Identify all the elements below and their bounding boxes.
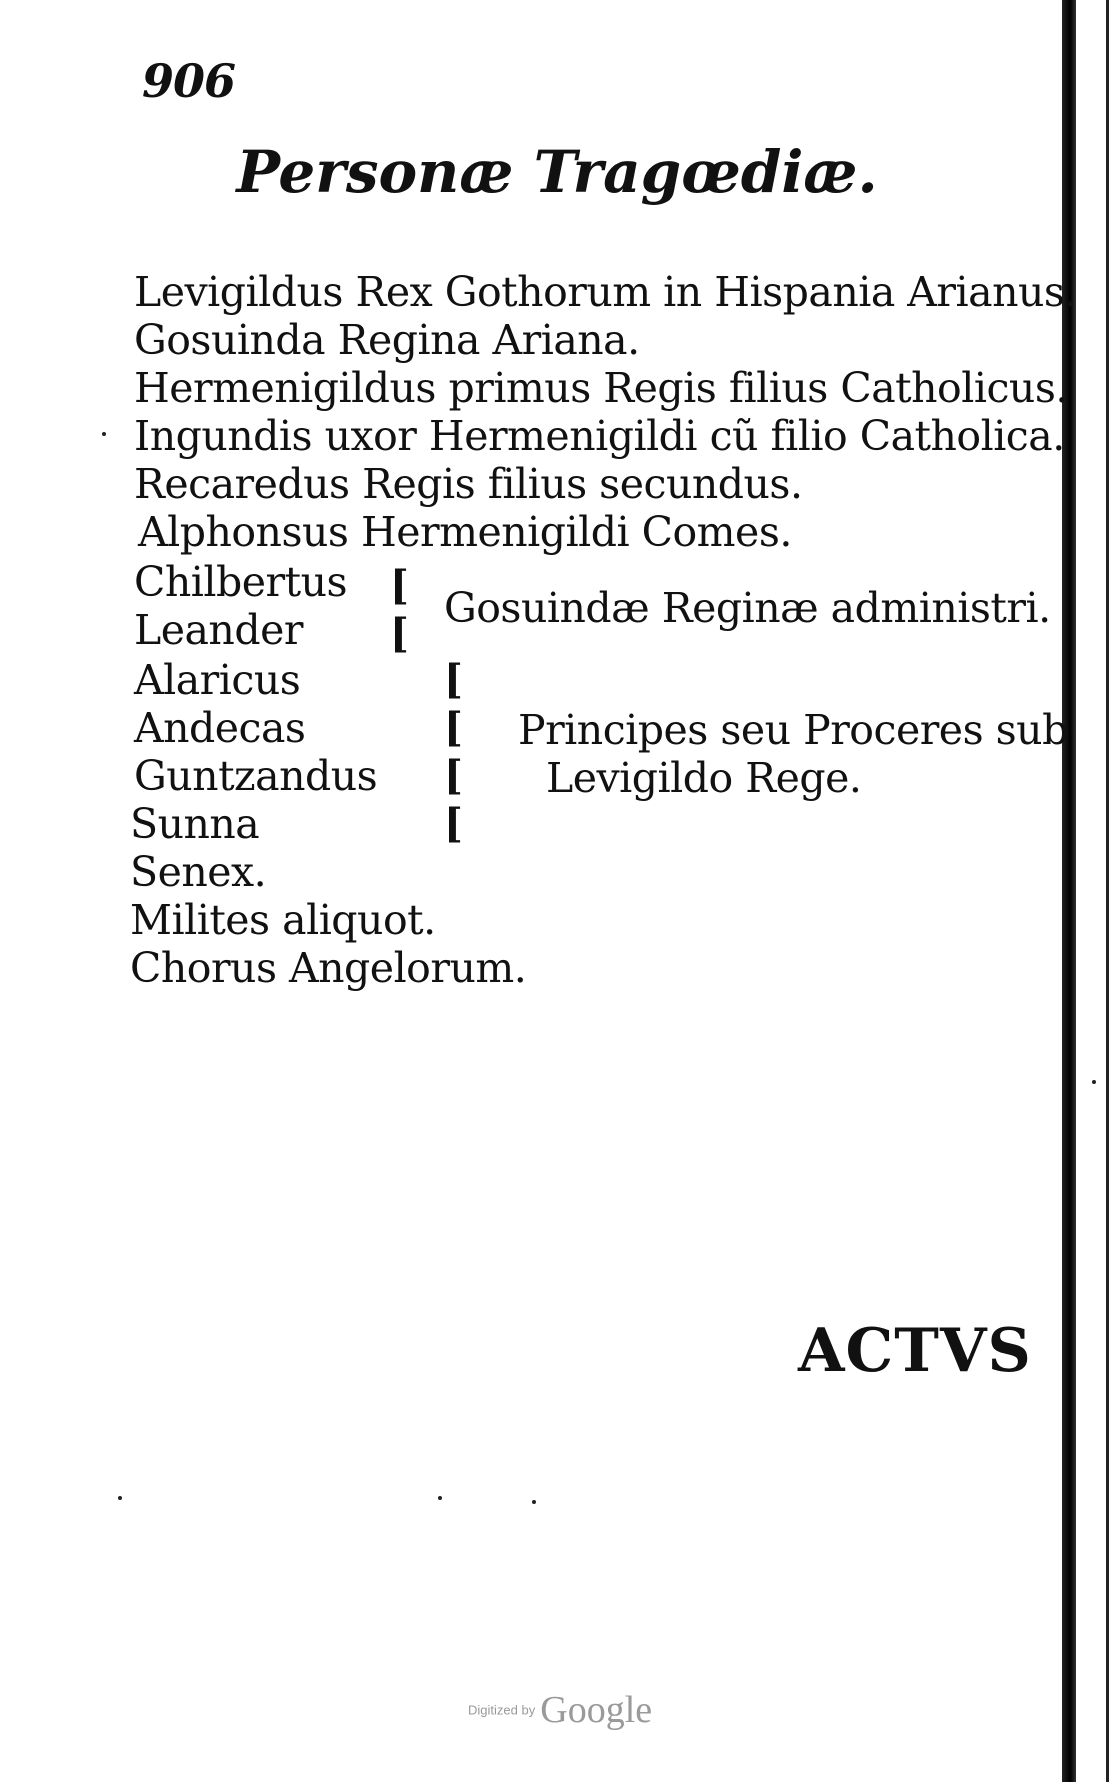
print-speck: [118, 1496, 122, 1500]
proceres-note-line1: Principes seu Proceres sub: [518, 706, 1068, 754]
print-speck: [1092, 1080, 1096, 1084]
page-number: 906: [142, 54, 236, 108]
watermark-google-text: Google: [540, 1689, 653, 1731]
princes-bracket-2: [: [444, 704, 463, 751]
princes-bracket-3: [: [444, 752, 463, 799]
cast-entry-andecas: Andecas: [134, 704, 306, 752]
watermark-small-text: Digitized by: [468, 1702, 536, 1718]
cast-entry-guntzandus: Guntzandus: [134, 752, 378, 800]
cast-entry-milites: Milites aliquot.: [130, 896, 436, 944]
cast-entry-sunna: Sunna: [130, 800, 260, 848]
group-bracket-top: [: [390, 562, 409, 609]
page-edge-line: [1106, 0, 1109, 1782]
digitized-by-google-watermark: [468, 1688, 652, 1732]
administri-note: Gosuindæ Reginæ administri.: [444, 584, 1051, 632]
cast-entry-alphonsus: Alphonsus Hermenigildi Comes.: [138, 508, 792, 556]
princes-bracket-4: [: [444, 800, 463, 847]
proceres-note-line2: Levigildo Rege.: [546, 754, 862, 802]
cast-entry-alaricus: Alaricus: [134, 656, 301, 704]
print-speck: [438, 1496, 442, 1500]
catchword: ACTVS: [798, 1316, 1032, 1386]
cast-entry-chorus: Chorus Angelorum.: [130, 944, 527, 992]
cast-entry-levigildus: Levigildus Rex Gothorum in Hispania Arianus.: [134, 268, 1077, 316]
cast-entry-leander: Leander: [134, 606, 303, 654]
cast-entry-senex: Senex.: [130, 848, 267, 896]
group-bracket-bottom: [: [390, 610, 409, 657]
cast-entry-gosuinda: Gosuinda Regina Ariana.: [134, 316, 640, 364]
cast-entry-chilbertus: Chilbertus: [134, 558, 348, 606]
cast-entry-ingundis: Ingundis uxor Hermenigildi cũ filio Catholica.: [134, 412, 1065, 460]
cast-entry-recaredus: Recaredus Regis filius secundus.: [134, 460, 803, 508]
princes-bracket-1: [: [444, 656, 463, 703]
cast-entry-hermenigildus: Hermenigildus primus Regis filius Catholicus.: [134, 364, 1068, 412]
print-speck: [102, 432, 106, 436]
print-speck: [532, 1500, 536, 1504]
page-title: Personæ Tragœdiæ.: [236, 138, 878, 206]
